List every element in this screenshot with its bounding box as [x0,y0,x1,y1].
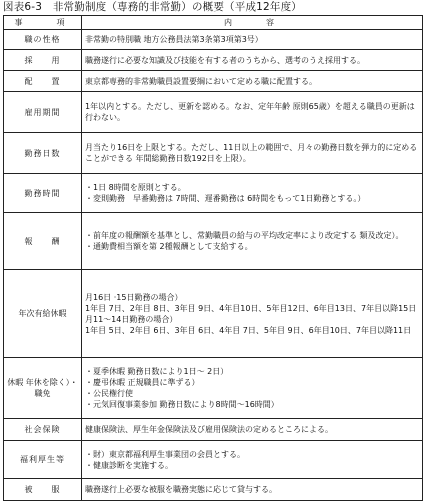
content-cell [82,71,423,92]
header-item: 事 項 [4,16,82,30]
row-shoku-no-seikaku [4,30,423,50]
content-line: 職務遂行に必要な知識及び技能を有する者のうちから、選考のうえ採用する。 [85,55,365,65]
content-line: ・財）東京都福利厚生事業団の会員とする。 [85,449,245,459]
row-saiyou [4,50,423,71]
content-line: ・元気回復事業参加 勤務日数により8時間～16時間） [85,400,279,409]
content-cell [82,479,423,501]
content-line: 健康保険法、厚生年金保険法及び雇用保険法の定めるところによる。 [85,425,333,434]
content-line: ・公民権行使 [85,389,133,398]
content-cell [82,174,423,213]
content-line: 月16日 ·15日勤務の場合） [85,292,183,302]
row-shakai-hoken [4,419,423,441]
row-houshuu [4,213,423,270]
item-label: 勤務日数 [4,133,82,174]
item-label: 配 置 [4,71,82,92]
header-row [4,16,423,30]
item-label: 社会保険 [4,419,82,441]
item-label: 被 服 [4,479,82,501]
content-line: 1年目 5日、2年目 6日、3年目 6日、4年目 7日、5年目 9日、6年目10日、7年目以降11日 [85,325,412,335]
content-line: ・慶弔休暇 正規職員に準ずる） [85,378,200,387]
content-line: 職務遂行上必要な被服を職務実態に応じて貸与する。 [85,485,277,494]
row-nenji-yuukyuu [4,270,423,358]
content-line: 1年目 7日、2年目 8日、3年目 9日、4年目10日、5年目12日、6年目13日、7年目以降15日 [85,303,417,313]
overview-table [3,15,423,501]
content-line: 非常勤の特別職 地方公務員法第3条第3項第3号） [85,35,263,44]
content-line: ・通勤費相当額を第 2種報酬として支給する。 [85,242,253,251]
row-hifuku [4,479,423,501]
item-label: 職の性格 [4,30,82,50]
content-line: 月当たり16日を上限とする。ただし、11日以上の範囲で、月々の勤務日数を弾力的に定めることができる 年間総勤務日数192日を上限）。 [85,143,418,163]
row-kinmu-jikan [4,174,423,213]
row-fukuri-kousei [4,441,423,479]
row-kyuuka [4,358,423,419]
item-label: 年次有給休暇 [4,270,82,358]
item-label: 雇用期間 [4,92,82,133]
content-line: 月11～14日勤務の場合） [85,314,178,324]
content-line: ・1日 8時間を原則とする。 [85,183,186,192]
content-line: ・夏季休暇 勤務日数により1日～ 2日） [85,367,229,376]
item-label: 採 用 [4,50,82,71]
item-label: 福利厚生等 [4,441,82,479]
content-cell [82,213,423,270]
header-content: 内 容 [82,16,423,30]
content-cell [82,30,423,50]
row-koyou-kikan [4,92,423,133]
content-cell [82,270,423,358]
content-cell [82,50,423,71]
content-line: 東京都専務的非常勤職員設置要綱において定める職に配置する。 [85,76,317,86]
row-haichi [4,71,423,92]
content-line: 1年以内とする。ただし、更新を認める。なお、定年年齢 原則65歳）を超える職員の更新は行わない。 [85,102,415,122]
item-label: 報 酬 [4,213,82,270]
content-cell [82,441,423,479]
content-line: ・健康診断を実施する。 [85,460,173,470]
item-label: 休暇 年休を除く）・職免 [4,358,82,419]
content-cell [82,419,423,441]
row-kinmu-nissuu [4,133,423,174]
content-cell [82,133,423,174]
content-line: ・変則勤務 早番勤務は 7時間、遅番勤務は 6時間をもって1日勤務とする。） [85,194,366,203]
content-line: ・前年度の報酬額を基準とし、常勤職員の給与の平均改定率により改定する 類及改定）。 [85,231,404,240]
content-cell [82,92,423,133]
figure-title: 図表6-3 非常勤制度（専務的非常勤）の概要（平成12年度） [3,1,303,13]
item-label: 勤務時間 [4,174,82,213]
content-cell [82,358,423,419]
